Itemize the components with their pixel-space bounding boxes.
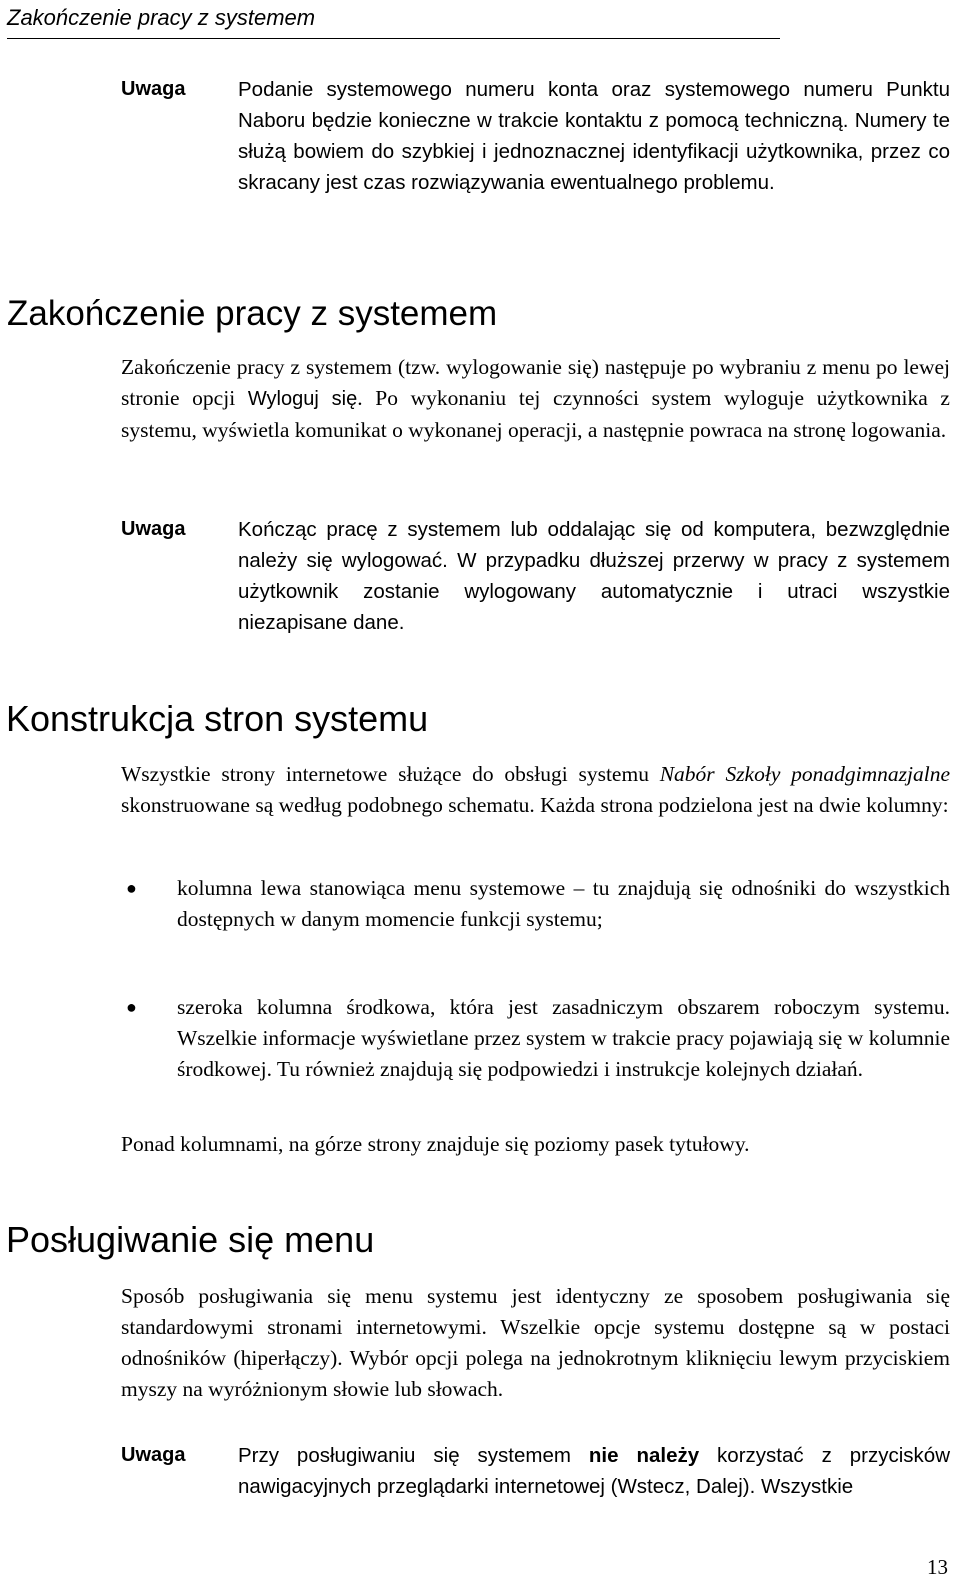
note-text: Podanie systemowego numeru konta oraz systemowego numeru Punktu Naboru będzie konieczne w trakcie kontaktu z pomocą techniczną. Numery te służą bowiem do szybkiej i jednoznacznej identyfikacji użytkownika, przez co skracany jest czas rozwiązywania ewentualnego problemu. (238, 78, 950, 194)
bullet-icon: ● (126, 997, 137, 1017)
column-list (121, 873, 950, 935)
logout-option-name: Wyloguj się (247, 388, 358, 410)
list-item-text: kolumna lewa stanowiąca menu systemowe – tu znajdują się odnośniki do wszystkich dostępnych w danym momencie funkcji systemu; (177, 876, 950, 931)
note-label: Uwaga (121, 1444, 186, 1466)
logout-text-part2: . Po wykonaniu tej czynności system wyloguje użytkownika z systemu, wyświetla komunikat o wykonanej operacji, a następnie powraca na stronę logowania. (121, 386, 950, 442)
note-text-part2: korzystać z przycisków nawigacyjnych przeglądarki internetowej (Wstecz, Dalej). Wszystkie (238, 1444, 950, 1498)
structure-intro-paragraph (121, 759, 950, 821)
note-label: Uwaga (121, 518, 186, 540)
list-item (121, 992, 950, 1085)
section-heading-logout: Zakończenie pracy z systemem (7, 294, 498, 333)
note-box (121, 1440, 950, 1502)
section-heading-menu: Posługiwanie się menu (6, 1219, 375, 1260)
note-box (121, 514, 950, 638)
note-text-emphasis: nie należy (588, 1444, 700, 1467)
column-list (121, 992, 950, 1085)
note-text-part1: Przy posługiwaniu się systemem (238, 1444, 589, 1467)
logout-text-part1: Zakończenie pracy z systemem (tzw. wylogowanie się) następuje po wybraniu z menu po lewej stronie opcji (121, 355, 950, 410)
list-item (121, 873, 950, 935)
logout-paragraph (121, 352, 950, 446)
running-header-title: Zakończenie pracy z systemem (7, 5, 316, 30)
bullet-icon: ● (126, 878, 137, 898)
note-text (238, 1440, 950, 1502)
structure-intro-part2: skonstruowane są według podobnego schematu. Każda strona podzielona jest na dwie kolumny: (121, 793, 949, 817)
note-label: Uwaga (121, 78, 186, 100)
page-number: 13 (927, 1555, 948, 1579)
system-name: Nabór Szkoły ponadgimnazjalne (659, 762, 950, 786)
menu-paragraph: Sposób posługiwania się menu systemu jest identyczny ze sposobem posługiwania się standardowymi stronami internetowymi. Wszelkie opcje systemu dostępne są w postaci odnośników (hiperłączy). Wybór opcji polega na jednokrotnym kliknięciu lewym przyciskiem myszy na wyróżnionym słowie lub słowach. (121, 1284, 950, 1401)
section-heading-structure: Konstrukcja stron systemu (6, 698, 429, 739)
running-header (7, 2, 780, 39)
structure-intro-part1: Wszystkie strony internetowe służące do obsługi systemu (121, 762, 660, 786)
note-box (121, 74, 950, 198)
structure-closing-paragraph: Ponad kolumnami, na górze strony znajduje się poziomy pasek tytułowy. (121, 1132, 750, 1156)
list-item-text: szeroka kolumna środkowa, która jest zasadniczym obszarem roboczym systemu. Wszelkie informacje wyświetlane przez system w trakcie pracy pojawiają się w kolumnie środkowej. Tu również znajdują się podpowiedzi i instrukcje kolejnych działań. (177, 995, 950, 1081)
note-text: Kończąc pracę z systemem lub oddalając się od komputera, bezwzględnie należy się wylogować. W przypadku dłuższej przerwy w pracy z systemem użytkownik zostanie wylogowany automatycznie i utraci wszystkie niezapisane dane. (238, 518, 950, 634)
